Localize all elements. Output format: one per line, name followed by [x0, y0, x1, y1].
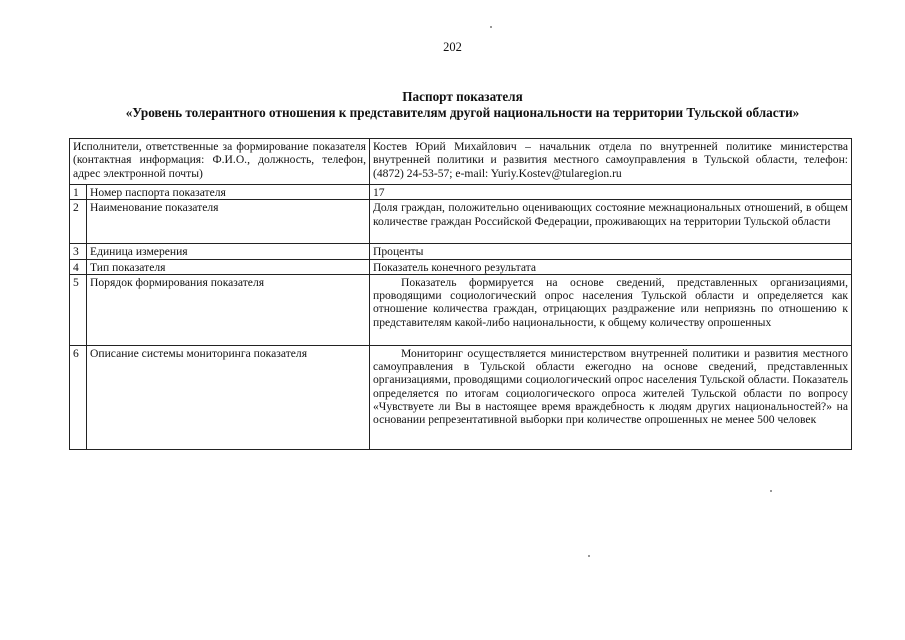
table-row	[70, 185, 852, 200]
responsible-label: Исполнители, ответственные за формирование показателя (контактная информация: Ф.И.О., должность, телефон, адрес электронной почты)	[70, 139, 370, 185]
title-line-1: Паспорт показателя	[402, 89, 523, 104]
table-row	[70, 274, 852, 345]
document-title	[40, 89, 885, 121]
scan-speck	[588, 555, 590, 557]
row-label: Описание системы мониторинга показателя	[87, 345, 370, 449]
table-row	[70, 345, 852, 449]
row-label: Единица измерения	[87, 244, 370, 259]
row-label: Наименование показателя	[87, 200, 370, 244]
table-row	[70, 244, 852, 259]
table-row-responsible	[70, 139, 852, 185]
row-value: Показатель конечного результата	[370, 259, 852, 274]
row-number: 3	[70, 244, 87, 259]
row-label: Номер паспорта показателя	[87, 185, 370, 200]
table-row	[70, 200, 852, 244]
page-number: 202	[443, 40, 462, 54]
scan-speck	[770, 490, 772, 492]
row-label: Тип показателя	[87, 259, 370, 274]
scan-speck	[490, 26, 492, 28]
row-value: Мониторинг осуществляется министерством внутренней политики и развития местного самоуправления в Тульской области ежегодно на основе сведений, представленных организациями, проводящими социологический опрос населения Тульской области. Показатель определяется по итогам социологического опроса жителей Тульской области по вопросу «Чувствуете ли Вы в настоящее время враждебность к людям других национальностей?» на основании репрезентативной выборки при количестве опрошенных не менее 500 человек	[370, 345, 852, 449]
passport-table	[69, 138, 852, 450]
table-row	[70, 259, 852, 274]
row-number: 6	[70, 345, 87, 449]
row-number: 5	[70, 274, 87, 345]
row-number: 1	[70, 185, 87, 200]
row-value: Доля граждан, положительно оценивающих состояние межнациональных отношений, в общем количестве граждан Российской Федерации, проживающих на территории Тульской области	[370, 200, 852, 244]
responsible-value: Костев Юрий Михайлович – начальник отдела по внутренней политике министерства внутренней политики и развития местного самоуправления в Тульской области, телефон: (4872) 24-53-57; e-mail: Yuriy.Kostev@tularegion.ru	[370, 139, 852, 185]
row-value: Проценты	[370, 244, 852, 259]
row-value: 17	[370, 185, 852, 200]
row-label: Порядок формирования показателя	[87, 274, 370, 345]
row-number: 4	[70, 259, 87, 274]
row-value: Показатель формируется на основе сведений, представленных организациями, проводящими социологический опрос населения Тульской области и определяется как отношение количества граждан, отрицающих раздражение или неприязнь по отношению к представителям какой-либо национальности, к общему количеству опрошенных	[370, 274, 852, 345]
title-line-2: «Уровень толерантного отношения к представителям другой национальности на территории Тульской области»	[125, 105, 800, 120]
row-number: 2	[70, 200, 87, 244]
